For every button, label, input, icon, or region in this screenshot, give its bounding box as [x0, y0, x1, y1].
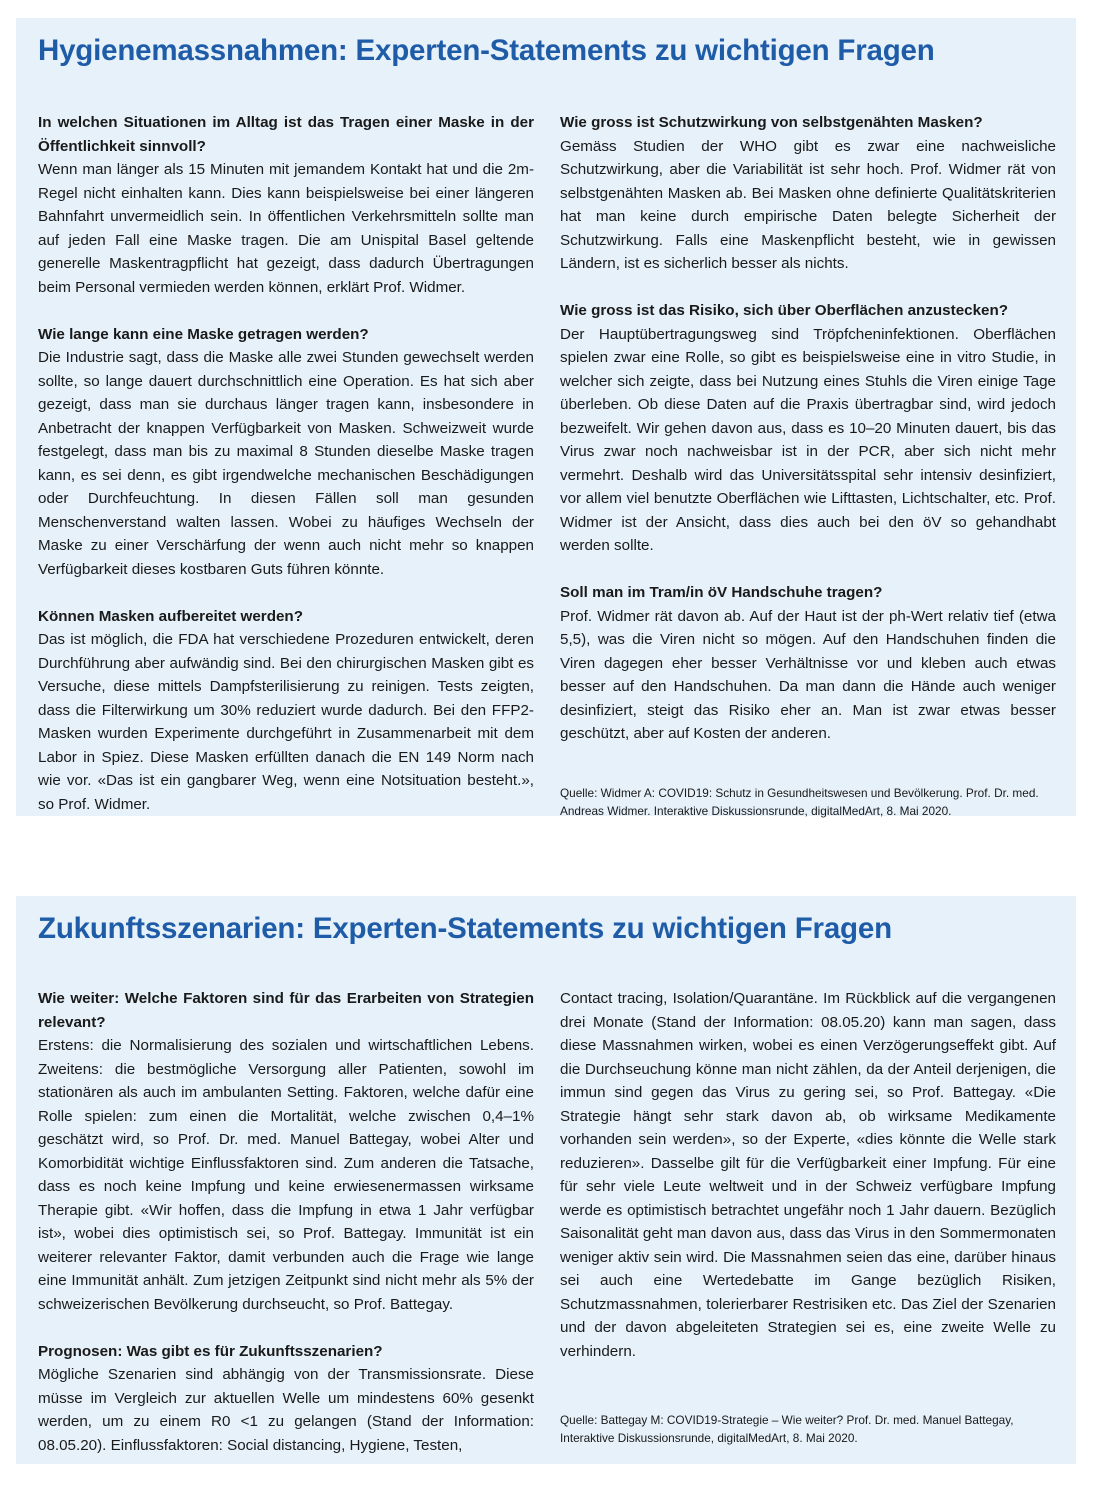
question-heading: Wie gross ist das Risiko, sich über Oberflächen anzustecken?	[560, 302, 1009, 319]
qa-strategy-factors	[38, 987, 534, 1316]
future-left-column	[38, 987, 534, 1457]
answer-text: Prof. Widmer rät davon ab. Auf der Haut ist der ph-Wert relativ tief (etwa 5,5), was die Viren nicht so mögen. Auf den Handschuhen finden die Viren dagegen eher besser Verhältnisse vor und kleben auch etwas besser auf den Handschuhen. Da man dann die Hände auch weniger desinfiziert, steigt das Risiko eher an. Man ist zwar etwas besser geschützt, aber auf Kosten der anderen.	[560, 607, 1056, 742]
answer-text: Die Industrie sagt, dass die Maske alle zwei Stunden gewechselt werden sollte, so lange dauert durchschnittlich eine Operation. Es hat sich aber gezeigt, dass man sie durchaus länger tragen kann, insbesondere in Anbetracht der knappen Verfügbarkeit von Masken. Schweizweit wurde festgelegt, dass man bis zu maximal 8 Stunden dieselbe Maske tragen kann, es sei denn, es gibt irgendwelche mechanischen Beschädigungen oder Durchfeuchtung. In diesen Fällen soll man gesunden Menschenverstand walten lassen. Wobei zu häufiges Wechseln der Maske zu einer Verschärfung der wenn auch nicht mehr so knappen Verfügbarkeit dieses kostbaren Guts führen könnte.	[38, 349, 534, 578]
qa-mask-duration	[38, 323, 534, 582]
qa-mask-situations	[38, 111, 534, 299]
qa-homemade-masks	[560, 111, 1056, 276]
question-heading: Können Masken aufbereitet werden?	[38, 607, 303, 625]
source-citation: Quelle: Battegay M: COVID19-Strategie – Wie weiter? Prof. Dr. med. Manuel Battegay, Interaktive Diskussionsrunde, digitalMedArt, 8. Mai 2020.	[560, 1413, 1014, 1445]
answer-text: Das ist möglich, die FDA hat verschiedene Prozeduren entwickelt, deren Durchführung aber aufwändig sind. Bei den chirurgischen Masken gibt es Versuche, diese mittels Dampfsterilisierung zu reinigen. Tests zeigten, dass die Filterwirkung um 30% reduziert wurde dadurch. Bei den FFP2-Masken wurden Experimente durchgeführt in Zusammenarbeit mit dem Labor in Spiez. Diese Masken erfüllten danach die EN 149 Norm nach wie vor. «Das ist ein gangbarer Weg, wenn eine Notsituation besteht.», so Prof. Widmer.	[38, 631, 534, 813]
hygiene-box-title: Hygienemassnahmen: Experten-Statements zu wichtigen Fragen	[38, 34, 935, 67]
answer-text: Wenn man länger als 15 Minuten mit jemandem Kontakt hat und die 2m-Regel nicht einhalten kann. Dies kann beispielsweise bei einer längeren Bahnfahrt unvermeidlich sein. In öffentlichen Verkehrsmitteln sollte man auf jeden Fall eine Maske tragen. Die am Unispital Basel geltende generelle Maskentragpflicht hat gezeigt, dass dadurch Übertragungen beim Personal vermieden werden können, erklärt Prof. Widmer.	[38, 161, 534, 296]
qa-mask-reprocessing	[38, 605, 534, 817]
question-heading: Wie gross ist Schutzwirkung von selbstgenähten Masken?	[560, 114, 983, 131]
answer-text: Der Hauptübertragungsweg sind Tröpfcheninfektionen. Oberflächen spielen zwar eine Rolle, so gibt es beispielsweise eine in vitro Studie, in welcher sich zeigte, dass bei Nutzung eines Stuhls die Viren einige Tage überleben. Ob diese Daten auf die Praxis übertragbar sind, wird jedoch bezweifelt. Wir gehen davon aus, dass es 10–20 Minuten dauert, bis das Virus zwar noch nachweisbar ist in der PCR, aber sich nicht mehr vermehrt. Deshalb wird das Universitätsspital sehr intensiv desinfiziert, vor allem viel benutzte Oberflächen wie Lifttasten, Lichtschalter, etc. Prof. Widmer ist der Ansicht, dass dies auch bei den öV so gehandhabt werden sollte.	[560, 325, 1056, 554]
hygiene-left-column	[38, 111, 534, 840]
answer-text: Gemäss Studien der WHO gibt es zwar eine nachweisliche Schutzwirkung, aber die Variabilität ist sehr hoch. Prof. Widmer rät von selbstgenähten Masken ab. Bei Masken ohne definierte Qualitätskriterien hat man keine durch empirische Daten belegte Sicherheit der Schutzwirkung. Falls eine Maskenpflicht besteht, wie in gewissen Ländern, ist es sicherlich besser als nichts.	[560, 137, 1056, 272]
future-right-column	[560, 987, 1056, 1447]
qa-gloves	[560, 581, 1056, 746]
question-heading: Prognosen: Was gibt es für Zukunftsszenarien?	[38, 1342, 383, 1360]
answer-text: Mögliche Szenarien sind abhängig von der Transmissionsrate. Diese müsse im Vergleich zur aktuellen Welle um mindestens 60% gesenkt werden, um zu einem R0 <1 zu gelangen (Stand der Information: 08.05.20). Einflussfaktoren: Social distancing, Hygiene, Testen,	[38, 1366, 534, 1454]
answer-text-continued: Contact tracing, Isolation/Quarantäne. Im Rückblick auf die vergangenen drei Monate (Stand der Information: 08.05.20) kann man sagen, dass diese Massnahmen wirken, wobei es einen Verzögerungseffekt gibt. Auf die Durchseuchung könne man nicht zählen, da der Anteil derjenigen, die immun sind gegen das Virus zu gering sei, so Prof. Battegay. «Die Strategie hängt sehr stark davon ab, ob wirksame Medikamente vorhanden sein werden», so der Experte, «dies könnte die Welle stark reduzieren». Dasselbe gilt für die Verfügbarkeit einer Impfung. Für eine für sehr viele Leute weltweit und in der Schweiz verfügbare Impfung werde es optimistisch betrachtet ungefähr noch 1 Jahr dauern. Bezüglich Saisonalität geht man davon aus, dass das Virus in den Sommermonaten weniger aktiv sein wird. Die Massnahmen seien das eine, darüber hinaus sei auch eine Wertedebatte im Gange bezüglich Risiken, Schutzmassnahmen, tolerierbarer Restrisiken etc. Das Ziel der Szenarien und der davon abgeleiteten Strategien sei es, eine zweite Welle zu verhindern.	[560, 990, 1056, 1360]
future-box-title: Zukunftsszenarien: Experten-Statements zu wichtigen Fragen	[38, 912, 892, 945]
source-citation: Quelle: Widmer A: COVID19: Schutz in Gesundheitswesen und Bevölkerung. Prof. Dr. med. Andreas Widmer. Interaktive Diskussionsrunde, digitalMedArt, 8. Mai 2020.	[560, 785, 1039, 818]
hygiene-right-column	[560, 111, 1056, 820]
qa-surface-risk	[560, 299, 1056, 558]
qa-prognoses	[38, 1340, 534, 1458]
question-heading: Wie lange kann eine Maske getragen werden?	[38, 325, 369, 343]
answer-text: Erstens: die Normalisierung des sozialen und wirtschaftlichen Lebens. Zweitens: die bestmögliche Versorgung aller Patienten, sowohl im stationären als auch im ambulanten Setting. Faktoren, welche dafür eine Rolle spielen: zum einen die Mortalität, welche zwischen 0,4–1% geschätzt wird, so Prof. Dr. med. Manuel Battegay, wobei Alter und Komorbidität wichtige Einflussfaktoren sind. Zum anderen die Tatsache, dass es noch keine Impfung und keine erwiesenermassen wirksame Therapie gibt. «Wir hoffen, dass die Impfung in etwa 1 Jahr verfügbar ist», wobei dies optimistisch sei, so Prof. Battegay. Immunität ist ein weiterer relevanter Faktor, damit verbunden auch die Frage wie lange eine Immunität anhält. Zum jetzigen Zeitpunkt sind nicht mehr als 5% der schweizerischen Bevölkerung durchseucht, so Prof. Battegay.	[38, 1037, 534, 1313]
hygiene-statements-box	[16, 18, 1076, 816]
question-heading: In welchen Situationen im Alltag ist das Tragen einer Maske in der Öffentlichkeit sinnvoll?	[38, 114, 534, 155]
question-heading: Wie weiter: Welche Faktoren sind für das Erarbeiten von Strategien relevant?	[38, 990, 534, 1031]
future-scenarios-box	[16, 896, 1076, 1464]
question-heading: Soll man im Tram/in öV Handschuhe tragen?	[560, 584, 883, 601]
